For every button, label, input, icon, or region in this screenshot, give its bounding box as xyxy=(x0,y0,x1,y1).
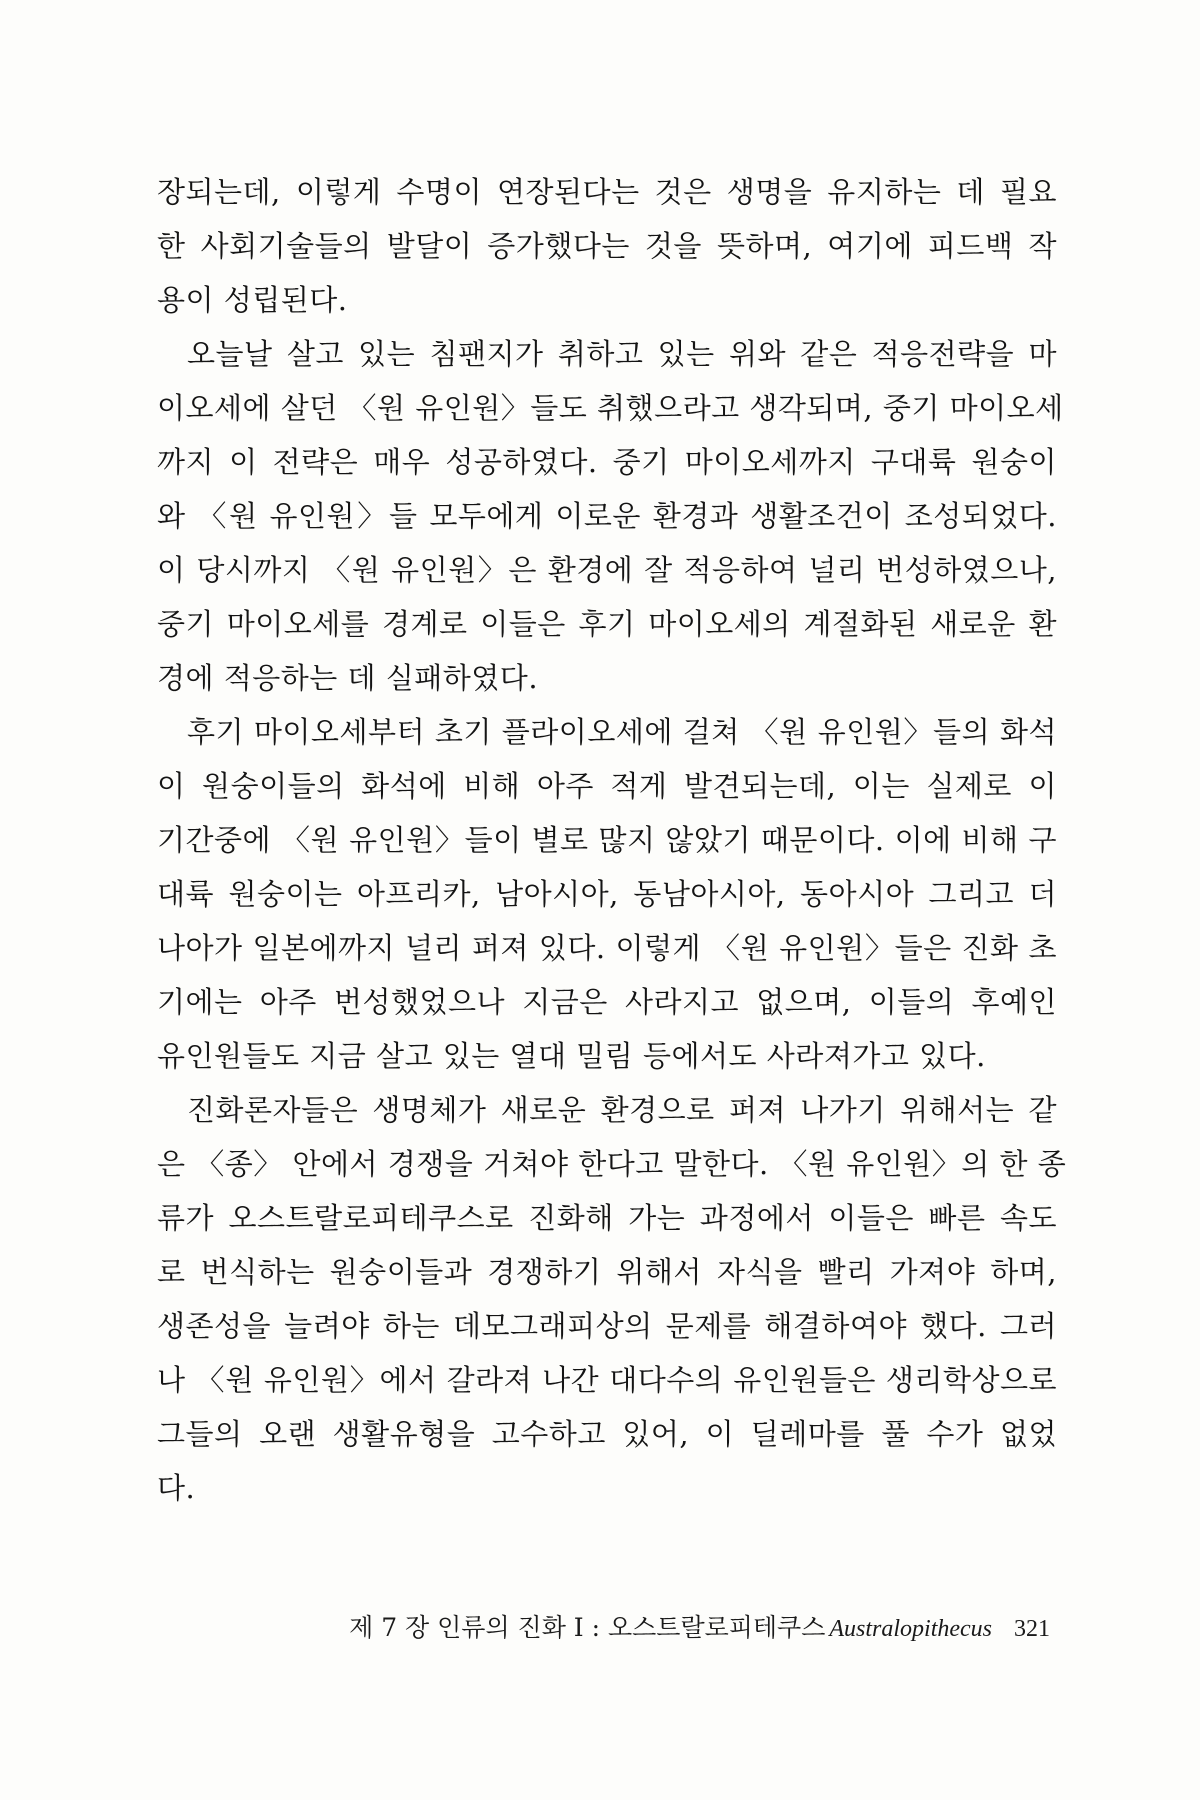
text-line: 그들의 오랜 생활유형을 고수하고 있어, 이 딜레마를 풀 수가 없었 xyxy=(157,1417,1057,1451)
text-line: 기간중에 〈원 유인원〉들이 별로 많지 않았기 때문이다. 이에 비해 구 xyxy=(157,823,1057,857)
text-line: 은 〈종〉 안에서 경쟁을 거쳐야 한다고 말한다. 〈원 유인원〉의 한 종 xyxy=(157,1147,1067,1181)
text-line: 유인원들도 지금 살고 있는 열대 밀림 등에서도 사라져가고 있다. xyxy=(157,1039,986,1073)
text-line: 이 원숭이들의 화석에 비해 아주 적게 발견되는데, 이는 실제로 이 xyxy=(157,769,1057,803)
footer-latin-title: Australopithecus xyxy=(829,1616,992,1642)
running-footer xyxy=(320,1608,1050,1648)
text-line: 경에 적응하는 데 실패하였다. xyxy=(157,661,539,695)
text-line: 진화론자들은 생명체가 새로운 환경으로 퍼져 나가기 위해서는 같 xyxy=(187,1093,1057,1127)
text-line: 나아가 일본에까지 널리 퍼져 있다. 이렇게 〈원 유인원〉들은 진화 초 xyxy=(157,931,1057,965)
text-line: 중기 마이오세를 경계로 이들은 후기 마이오세의 계절화된 새로운 환 xyxy=(157,607,1057,641)
page-number: 321 xyxy=(1014,1616,1050,1642)
text-line: 로 번식하는 원숭이들과 경쟁하기 위해서 자식을 빨리 가져야 하며, xyxy=(157,1255,1057,1289)
text-line: 류가 오스트랄로피테쿠스로 진화해 가는 과정에서 이들은 빠른 속도 xyxy=(157,1201,1057,1235)
text-line: 생존성을 늘려야 하는 데모그래피상의 문제를 해결하여야 했다. 그러 xyxy=(157,1309,1057,1343)
text-line: 까지 이 전략은 매우 성공하였다. 중기 마이오세까지 구대륙 원숭이 xyxy=(157,445,1057,479)
text-line: 한 사회기술들의 발달이 증가했다는 것을 뜻하며, 여기에 피드백 작 xyxy=(157,229,1057,263)
text-line: 와 〈원 유인원〉들 모두에게 이로운 환경과 생활조건이 조성되었다. xyxy=(157,499,1057,533)
text-line: 나 〈원 유인원〉에서 갈라져 나간 대다수의 유인원들은 생리학상으로 xyxy=(157,1363,1057,1397)
text-line: 오늘날 살고 있는 침팬지가 취하고 있는 위와 같은 적응전략을 마 xyxy=(187,337,1057,371)
text-line: 이오세에 살던 〈원 유인원〉들도 취했으라고 생각되며, 중기 마이오세 xyxy=(157,391,1064,425)
text-line: 대륙 원숭이는 아프리카, 남아시아, 동남아시아, 동아시아 그리고 더 xyxy=(157,877,1057,911)
text-line: 용이 성립된다. xyxy=(157,283,348,317)
text-line: 후기 마이오세부터 초기 플라이오세에 걸쳐 〈원 유인원〉들의 화석 xyxy=(187,715,1057,749)
text-line: 장되는데, 이렇게 수명이 연장된다는 것은 생명을 유지하는 데 필요 xyxy=(157,175,1057,209)
text-line: 기에는 아주 번성했었으나 지금은 사라지고 없으며, 이들의 후예인 xyxy=(157,985,1057,1019)
text-line: 다. xyxy=(157,1471,196,1505)
text-line: 이 당시까지 〈원 유인원〉은 환경에 잘 적응하여 널리 번성하였으나, xyxy=(157,553,1057,587)
footer-chapter-title: 제 7 장 인류의 진화 Ⅰ : 오스트랄로피테쿠스 xyxy=(349,1613,826,1642)
body-text xyxy=(157,165,1067,1515)
